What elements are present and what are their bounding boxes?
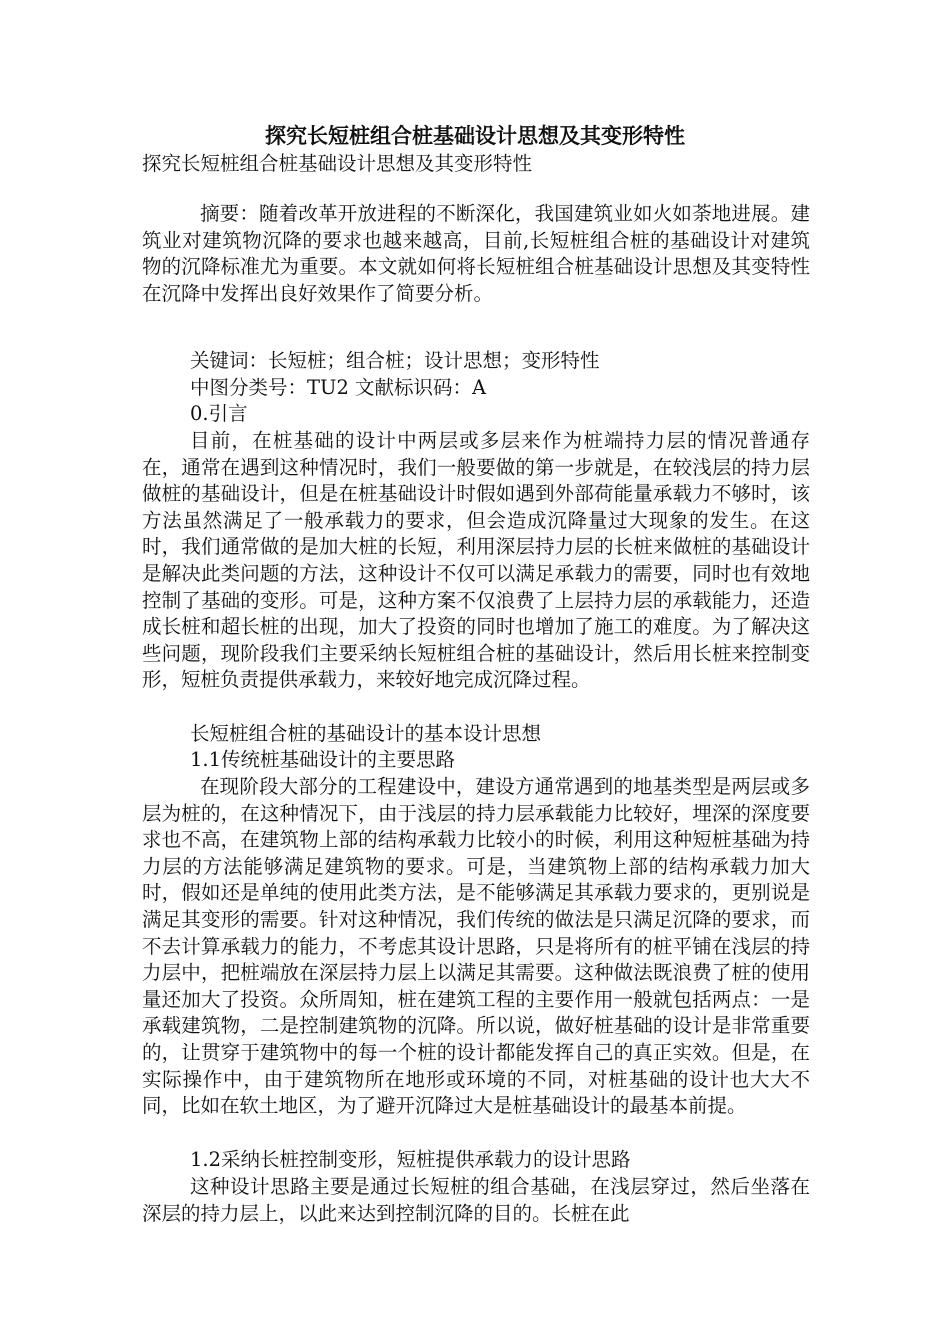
subsection-1-2-paragraph: 这种设计思路主要是通过长短桩的组合基础，在浅层穿过，然后坐落在深层的持力层上，以此来达到控制沉降的目的。长桩在此 (142, 1175, 810, 1225)
document-title: 探究长短桩组合桩基础设计思想及其变形特性 (265, 123, 685, 148)
subsection-1-2-heading: 1.2采纳长桩控制变形，短桩提供承载力的设计思路 (190, 1148, 631, 1171)
classification-line: 中图分类号：TU2 文献标识码：A (190, 376, 487, 399)
section1-heading: 长短桩组合桩的基础设计的基本设计思想 (190, 722, 542, 745)
subsection-1-1-paragraph: 在现阶段大部分的工程建设中，建设方通常遇到的地基类型是两层或多层为桩的，在这种情况下，由于浅层的持力层承载能力比较好，埋深的深度要求也不高，在建筑物上部的结构承载力比较小的时候，利用这种短桩基础为持力层的方法能够满足建筑物的要求。可是，当建筑物上部的结构承载力加大时，假如还是单纯的使用此类方法，是不能够满足其承载力要求的，更别说是满足其变形的需要。针对这种情况，我们传统的做法是只满足沉降的要求，而不去计算承载力的能力，不考虑其设计思路，只是将所有的桩平铺在浅层的持力层中，把桩端放在深层持力层上以满足其需要。这种做法既浪费了桩的使用量还加大了投资。众所周知，桩在建筑工程的主要作用一般就包括两点：一是承载建筑物，二是控制建筑物的沉降。所以说，做好桩基础的设计是非常重要的，让贯穿于建筑物中的每一个桩的设计都能发挥自己的真正实效。但是，在实际操作中，由于建筑物所在地形或环境的不同，对桩基础的设计也大大不同，比如在软土地区，为了避开沉降过大是桩基础设计的最基本前提。 (142, 775, 810, 1118)
abstract-paragraph: 摘要：随着改革开放进程的不断深化，我国建筑业如火如荼地进展。建筑业对建筑物沉降的要求也越来越高，目前,长短桩组合桩的基础设计对建筑物的沉降标准尤为重要。本文就如何将长短桩组合桩基础设计思想及其变特性在沉降中发挥出良好效果作了简要分析。 (142, 202, 810, 305)
intro-paragraph: 目前，在桩基础的设计中两层或多层来作为桩端持力层的情况普通存在，通常在遇到这种情况时，我们一般要做的第一步就是，在较浅层的持力层做桩的基础设计，但是在桩基础设计时假如遇到外部荷能量承载力不够时，该方法虽然满足了一般承载力的要求，但会造成沉降量过大现象的发生。在这时，我们通常做的是加大桩的长短，利用深层持力层的长桩来做桩的基础设计是解决此类问题的方法，这种设计不仅可以满足承载力的需要，同时也有效地控制了基础的变形。可是，这种方案不仅浪费了上层持力层的承载能力，还造成长桩和超长桩的出现，加大了投资的同时也增加了施工的难度。为了解决这些问题，现阶段我们主要采纳长短桩组合桩的基础设计，然后用长桩来控制变形，短桩负责提供承载力，来较好地完成沉降过程。 (142, 429, 810, 692)
subsection-1-1-heading: 1.1传统桩基础设计的主要思路 (190, 748, 456, 771)
document-subtitle: 探究长短桩组合桩基础设计思想及其变形特性 (142, 152, 533, 175)
keywords-line: 关键词：长短桩；组合桩；设计思想；变形特性 (190, 349, 600, 372)
intro-heading: 0.引言 (190, 402, 248, 425)
